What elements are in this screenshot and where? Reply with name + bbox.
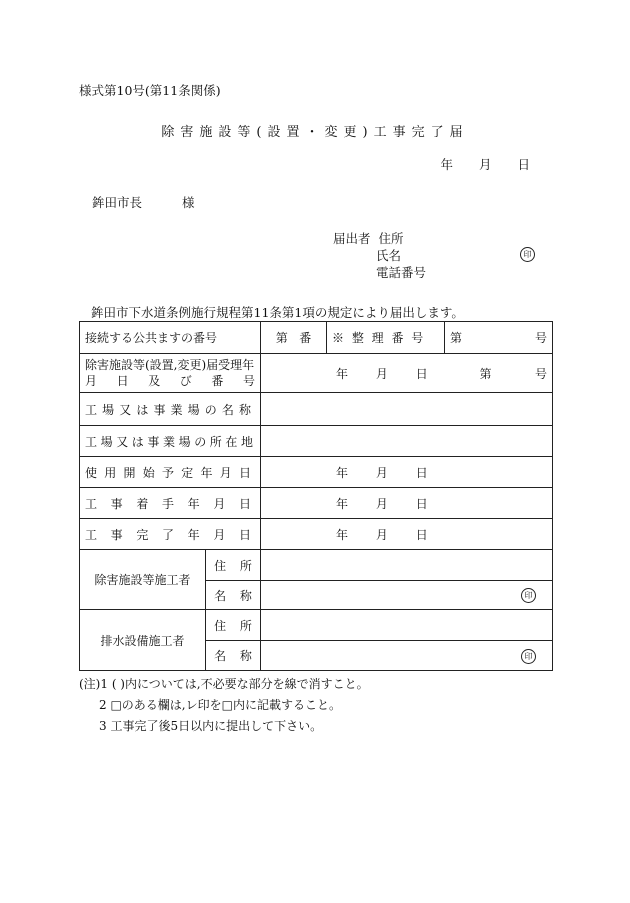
row1-seiri-label: ※ 整 理 番 号 [327,322,445,354]
contractor1-name-value[interactable] [261,581,553,610]
row2-nen: 年 [336,366,349,381]
row3-value[interactable] [261,393,553,426]
row1-number-cell[interactable] [261,322,327,354]
row2-dai: 第 [479,366,492,381]
note-1: (注)1 ( )内については,不必要な部分を線で消すこと。 [79,677,369,691]
contractor1-address-label: 住 所 [206,550,261,581]
contractor2-address-value[interactable] [261,610,553,641]
row1-go: 号 [535,331,548,345]
row6-hi: 日 [415,496,428,511]
row5-nen: 年 [336,465,349,480]
contractor2-name-value[interactable] [261,641,553,671]
row7-label: 工事完了年月日 [80,519,261,550]
applicant-name-label: 氏名 [376,248,402,263]
contractor2-address-label: 住 所 [206,610,261,641]
date-month: 月 [478,157,492,172]
applicant-label: 届出者 [333,231,371,246]
table-row [80,426,553,457]
notes [79,674,369,737]
table-row [80,322,553,354]
row2-label [80,354,261,393]
table-row [80,488,553,519]
date-line [418,155,530,173]
row4-value[interactable] [261,426,553,457]
row5-label: 使用開始予定年月日 [80,457,261,488]
table-row [80,519,553,550]
applicant-seal-icon: 印 [520,247,535,262]
row3-label: 工場又は事業場の名称 [80,393,261,426]
row2-tsuki: 月 [375,366,388,381]
row2-go: 号 [535,366,548,381]
row7-tsuki: 月 [375,527,388,542]
row1-dai2: 第 [450,331,463,345]
row6-label: 工事着手年月日 [80,488,261,519]
date-year: 年 [440,157,453,172]
row1-seiri-value[interactable] [445,322,553,354]
contractor1-name-label: 名 称 [206,581,261,610]
recipient-name: 鉾田市長 [92,195,143,210]
recipient [92,193,195,211]
contractor2-label: 排水設備施工者 [80,610,206,671]
applicant-address-label: 住所 [378,231,404,246]
date-day: 日 [517,157,530,172]
row2-value[interactable] [261,354,553,393]
form-id: 様式第10号(第11条関係) [79,83,221,98]
table-row [80,610,553,641]
table-row [80,354,553,393]
note-3: 3 工事完了後5日以内に提出して下さい。 [99,719,323,733]
row7-value[interactable] [261,519,553,550]
note-2: 2 □のある欄は,レ印を□内に記載すること。 [99,698,341,712]
table-row [80,393,553,426]
completion-form-table [79,321,553,671]
row5-value[interactable] [261,457,553,488]
row7-hi: 日 [415,527,428,542]
contractor1-label: 除害施設等施工者 [80,550,206,610]
form-title: 除害施設等(設置・変更)工事完了届 [161,125,469,140]
row6-value[interactable] [261,488,553,519]
row2-hi: 日 [415,366,428,381]
applicant-block [333,230,426,281]
row6-tsuki: 月 [375,496,388,511]
row4-label: 工場又は事業場の所在地 [80,426,261,457]
applicant-phone-label: 電話番号 [376,265,427,280]
row1-label: 接続する公共ますの番号 [80,322,261,354]
row1-dai: 第 [275,331,288,345]
row1-ban: 番 [299,331,312,345]
row6-nen: 年 [336,496,349,511]
row5-tsuki: 月 [375,465,388,480]
preamble: 鉾田市下水道条例施行規程第11条第1項の規定により届出します。 [91,305,464,320]
row2-label-a: 除害施設等(設置,変更)届受理年 [85,358,255,372]
contractor2-name-label: 名 称 [206,641,261,671]
contractor2-seal-icon: 印 [521,649,536,664]
table-row [80,457,553,488]
contractor1-address-value[interactable] [261,550,553,581]
contractor1-seal-icon: 印 [521,588,536,603]
row2-label-b: 月 日 及 び 番 号 [85,374,256,388]
row7-nen: 年 [336,527,349,542]
recipient-honorific: 様 [182,195,195,210]
row5-hi: 日 [415,465,428,480]
table-row [80,550,553,581]
